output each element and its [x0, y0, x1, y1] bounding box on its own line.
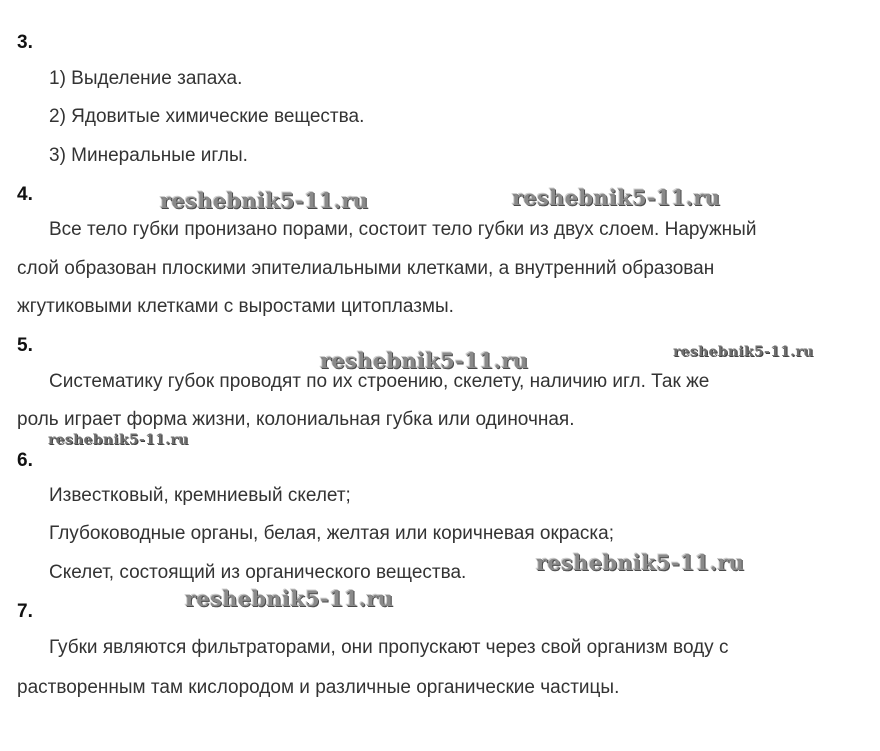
- section-3-line-3: 3) Минеральные иглы.: [49, 145, 248, 166]
- section-3-line-1: 1) Выделение запаха.: [49, 68, 243, 89]
- watermark: reshebnik5-11.ru: [536, 550, 745, 575]
- section-6-number: 6.: [17, 450, 33, 471]
- section-7-line-2: растворенным там кислородом и различные органические частицы.: [17, 677, 620, 698]
- section-6-line-3: Скелет, состоящий из органического вещества.: [49, 562, 467, 583]
- section-3-line-2: 2) Ядовитые химические вещества.: [49, 106, 365, 127]
- section-7-number: 7.: [17, 601, 33, 622]
- watermark: reshebnik5-11.ru: [160, 188, 369, 213]
- section-5-line-1: Систематику губок проводят по их строению, скелету, наличию игл. Так же: [49, 371, 710, 392]
- watermark: reshebnik5-11.ru: [512, 185, 721, 210]
- section-5-line-2: роль играет форма жизни, колониальная губка или одиночная.: [17, 409, 575, 430]
- section-4-number: 4.: [17, 184, 33, 205]
- watermark: reshebnik5-11.ru: [48, 432, 189, 448]
- section-4-line-1: Все тело губки пронизано порами, состоит тело губки из двух слоем. Наружный: [49, 219, 757, 240]
- watermark: reshebnik5-11.ru: [673, 344, 814, 360]
- watermark: reshebnik5-11.ru: [185, 586, 394, 611]
- section-7-line-1: Губки являются фильтраторами, они пропускают через свой организм воду с: [49, 637, 729, 658]
- section-4-line-2: слой образован плоскими эпителиальными клетками, а внутренний образован: [17, 258, 715, 279]
- watermark: reshebnik5-11.ru: [320, 348, 529, 373]
- section-5-number: 5.: [17, 335, 33, 356]
- section-6-line-2: Глубоководные органы, белая, желтая или коричневая окраска;: [49, 523, 614, 544]
- section-6-line-1: Известковый, кремниевый скелет;: [49, 485, 351, 506]
- section-3-number: 3.: [17, 32, 33, 53]
- section-4-line-3: жгутиковыми клетками с выростами цитоплазмы.: [17, 296, 454, 317]
